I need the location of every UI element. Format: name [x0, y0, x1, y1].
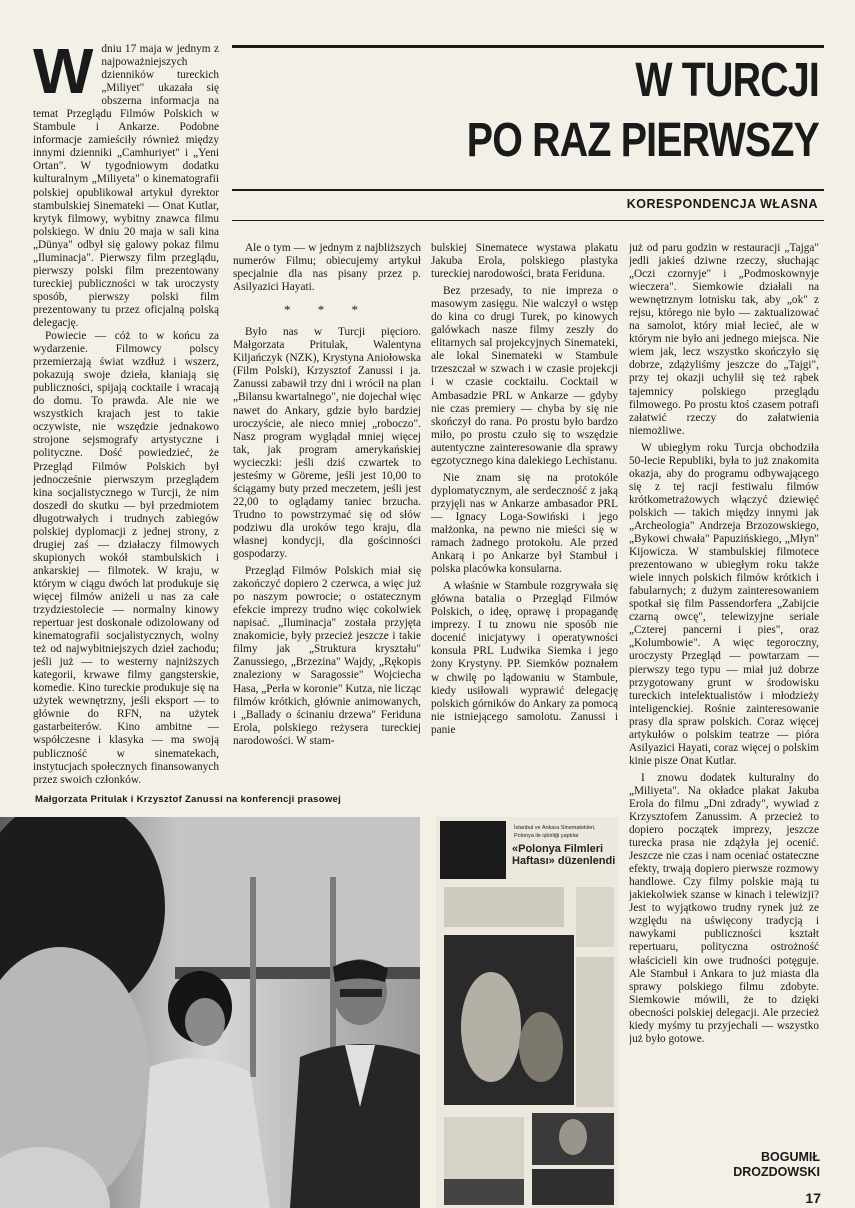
correspondence-rule: [232, 220, 824, 221]
paragraph: A właśnie w Stambule rozgrywała się główna batalia o Przegląd Filmów Polskich, o ideę, oprawę i propagandę imprezy. I tu znowu nie sposób nie docenić inicjatywy i operatywności konsula PRL Ludwika Siemka i jego żony Krystyny. PP. Siemków poznałem w chwilę po lądowaniu w Stambule, kiedy usiłowali wyprawić delegację polskich górników do Ankary za pomocą nie istniejącego samolotu. Zanussi i panie: [431, 580, 618, 736]
title-bottom-rule: [232, 189, 824, 191]
article-column-4: [629, 242, 819, 1099]
page-number: 17: [805, 1190, 821, 1206]
article-column-1: [33, 43, 219, 791]
article-column-3: [431, 242, 618, 782]
clipping-headline: «Polonya Filmleri Haftası» düzenlendi: [512, 843, 616, 867]
author-last-name: DROZDOWSKI: [733, 1165, 820, 1179]
correspondence-label: KORESPONDENCJA WŁASNA: [626, 197, 818, 211]
newspaper-clipping: [436, 817, 619, 1208]
photo-caption: Małgorzata Pritulak i Krzysztof Zanussi na konferencji prasowej: [35, 794, 342, 805]
paragraph: bulskiej Sinematece wystawa plakatu Jakuba Erola, polskiego plastyka tureckiej narodowości, brata Feriduna.: [431, 242, 618, 281]
section-separator: * * *: [284, 302, 370, 318]
photo-illustration: [0, 817, 420, 1208]
clipping-head-1: İstanbul ve Ankara Sinematekleri,: [514, 825, 596, 831]
headline-line-2: PO RAZ PIERWSZY: [466, 114, 819, 167]
paragraph: dniu 17 maja w jednym z najpoważniejszych dzienników tureckich „Miliyet" ukazała się obszerna informacja na temat Przeglądu Filmów Polskich w Stambule i Ankarze. Podobne informacje zamieściły również między innymi dzienniki „Camhuriyet" i „Yeni Ortan". W tygodniowym dodatku kulturalnym „Miliyeta" o kinematografii polskiej opublikował artykuł dyrektor stambulskiej Sinemateki — Onat Kutlar, krytyk filmowy, wybitny znawca filmu polskiego. W dniu 20 maja w sali kina „Dünya" odbył się galowy pokaz filmu „Iluminacja". Pierwszy film przeglądu, pierwszy polski film prezentowany tureckiej publiczności w tak uroczysty sposób, pierwszy polski film prezentowany tu przez oficjalną polską delegację.: [33, 43, 219, 329]
paragraph: W ubiegłym roku Turcja obchodziła 50-lecie Republiki, była to już znakomita okazja, aby do programu odbywającego się z tej racji festiwalu filmów krótkometrażowych włączyć dziewięć polskich — takich między innymi jak „Archeologia" Andrzeja Brzozowskiego, „Bykowi chwała" Papuzińskiego, „Młyn" Kijowicza. W stambulskiej filmotece prezentowano w ubiegłym roku także wiele innych polskich filmów krótkich i fabularnych; z dużym zainteresowaniem spotkał się film Passendorfera „Zabijcie czarną owcę", telewizyjne seriale „Czterej pancerni i pies", oraz „Kolumbowie". A więc tegoroczny, uroczysty Przegląd — powtarzam — pierwszy tego typu — miał już dobrze przygotowany grunt w środowisku tureckich intelektualistów i młodzieży inteligenckiej. Rośnie zainteresowanie prasy dla spraw polskich. Coraz więcej artykułów o polskim teatrze — pióra Asilyazici Hayati, coraz więcej o polskim kinie pisze Onat Kutlar.: [629, 441, 819, 767]
press-conference-photo: [0, 817, 420, 1208]
paragraph: już od paru godzin w restauracji „Tajga" jedli jakieś dziwne rzeczy, słuchając „Oczi czornyje" i „Podmoskownyje wieczera". Siemkowie działali na wewnętrznym lotnisku tak, aby „ok" z rejsu, którego nie było — zaktualizować na samolot, który miał lecieć, ale w którym nie było ani jednego miejsca. Nie wiem jak, lecz wszystko skończyło się dobrze, zdążyliśmy jeszcze do „Tajgi", przy tej okazji uchylił się też rąbek tajemnicy polskiego przeglądu filmowego. Po prostu ktoś czasem potrafi załatwić rzeczy do załatwienia niemożliwe.: [629, 242, 819, 437]
author-signature: [733, 1150, 820, 1180]
title-top-rule: [232, 45, 824, 48]
paragraph: Bez przesady, to nie impreza o masowym zasięgu. Nie walczył o wstęp do kina co drugi Turek, po kinowych galówkach nasze filmy zeszły do elitarnych sal projekcyjnych Sinemateki, ale lokal Sinemateki w Stambule trzeszczał w szwach i w czasie projekcji i w czasie cocktailu. Cocktail w Ambasadzie PRL w Ankarze — gdyby nie czas premiery — chyba by się nie skończył do rana. Po prostu było bardzo miło, po prostu czuło się to wszędzie autentyczne zainteresowanie dla sprawy egzotycznego kina dalekiego Lechistanu.: [431, 285, 618, 467]
clipping-head-2: Polonya ile işbirliği yaptılar: [514, 833, 579, 839]
paragraph: Ale o tym — w jednym z najbliższych numerów Filmu; obiecujemy artykuł specjalnie dla nas pisany przez p. Asilyazici Hayati.: [233, 242, 421, 294]
paragraph: Nie znam się na protokóle dyplomatycznym, ale serdeczność z jaką przyjęli nas w Ankarze ambasador PRL — Ignacy Loga-Sowiński i jego małżonka, na pewno nie mieści się w ramach żadnego protokołu. Ale przed Ankarą i po Ankarze był Stambuł i polska placówka konsularna.: [431, 471, 618, 576]
author-first-name: BOGUMIŁ: [760, 1150, 820, 1164]
paragraph: Powiecie — cóż to w końcu za wydarzenie. Filmowcy polscy przemierzają świat wzdłuż i wszerz, pokazują swoje dzieła, kłaniają się publiczności, spijają cocktaile i wracają do domu. To prawda. Ale nie we wszystkich krajach jest to takie oczywiste, nie wszędzie jednakowo strojone sejsmografy artystyczne i polityczne. Dość powiedzieć, że Przegląd Filmów Polskich był jednocześnie pierwszym przeglądem kina socjalistycznego w Turcji, że nim doszedł do skutku — był przedmiotem długotrwałych i trudnych zabiegów polskiej dyplomacji z jednej strony, z drugiej zaś — działaczy filmowych skupionych wokół stambulskich i ankarskiej — filmotek. W kraju, w którym w ciągu dwóch lat produkuje się więcej filmów aniżeli u nas za całe trzydziestolecie — normalny kinowy repertuar jest doskonale odizolowany od kinematografii socjalistycznych, wolny też od najwybitniejszych dzieł zachodu; jeśli już — to westerny najniższych kategorii, krwawe filmy gangsterskie, komedie. Kino tureckie produkuje się na użytek wewnętrzny, jeśli eksport — to głównie do RFN, na użytek gastarbeiterów. Kino ambitne — współczesne i klasyka — ma swoją publiczność w sinematekach, instytucjach społecznych finansowanych przez swoich członków.: [33, 330, 219, 786]
article-column-2: [233, 242, 421, 782]
paragraph: Było nas w Turcji pięcioro. Małgorzata Pritulak, Walentyna Kiljańczyk (NZK), Krystyna Aniołowska (Film Polski), Krzysztof Zanussi i ja. Zanussi zabawił trzy dni i wrócił na plan „Bilansu kwartalnego", nie dojechał więc nawet do Ankary, gdzie było bardziej uroczyście, ale nieco mniej „roboczo". Nasz program wyglądał mniej więcej tak, jak program amerykańskiej wycieczki: jeśli dziś czwartek to jesteśmy w Göreme, jeśli jest 10,00 to ściągamy buty przed meczetem, jeśli jest 22,00 to oglądamy taniec brzucha. Trudno to powstrzymać się od słów podziwu dla uroków tego kraju, dla własnej kondycji, dla gościnności gospodarzy.: [233, 326, 421, 561]
paragraph: Przegląd Filmów Polskich miał się zakończyć dopiero 2 czerwca, a więc już po naszym powrocie; o ostatecznym efekcie imprezy trudno więc cokolwiek napisać. „Iluminacja" została przyjęta znakomicie, były przecież jeszcze i takie filmy jak „Struktura kryształu" Zanussiego, „Brzezina" Wajdy, „Rękopis znaleziony w Saragossie" Wojciecha Hasa, „Perła w koronie" Kutza, nie licząc filmów krótkich, głównie animowanych, i „Ballady o ścinaniu drzewa" Feriduna Erola, polskiego reżysera tureckiej narodowości. W stam-: [233, 565, 421, 747]
paragraph: I znowu dodatek kulturalny do „Miliyeta". Na okładce plakat Jakuba Erola do filmu „Dni zdrady", wywiad z Krzysztofem Zanussim. A przecież to dopiero początek imprezy, jeszcze turecka prasa nie zdążyła jej ocenić. Jeszcze nie czas i nam oceniać ostateczne efekty, trwają dopiero pierwsze rozmowy handlowe. Czy filmy polskie mają tu jakiekolwiek szanse w kinach i telewizji? Jest to wyjątkowo trudny rynek już ze względu na uświęcony tradycją i nawykami publiczności kształt repertuaru, polityczna ostrożność właścicieli kin owe trudności potęguje. Ale Stambuł i Ankara to już miasta dla sprawy polskiego filmu zdobyte. Siemkowie mówili, że to dzięki obecności polskiej delegacji. Ale przecież kiedy myśmy tu przyjechali — wszystko już było gotowe.: [629, 771, 819, 1045]
drop-cap: W: [33, 43, 94, 107]
headline-line-1: W TURCJI: [635, 54, 819, 107]
clipping-illustration: [436, 817, 619, 1208]
